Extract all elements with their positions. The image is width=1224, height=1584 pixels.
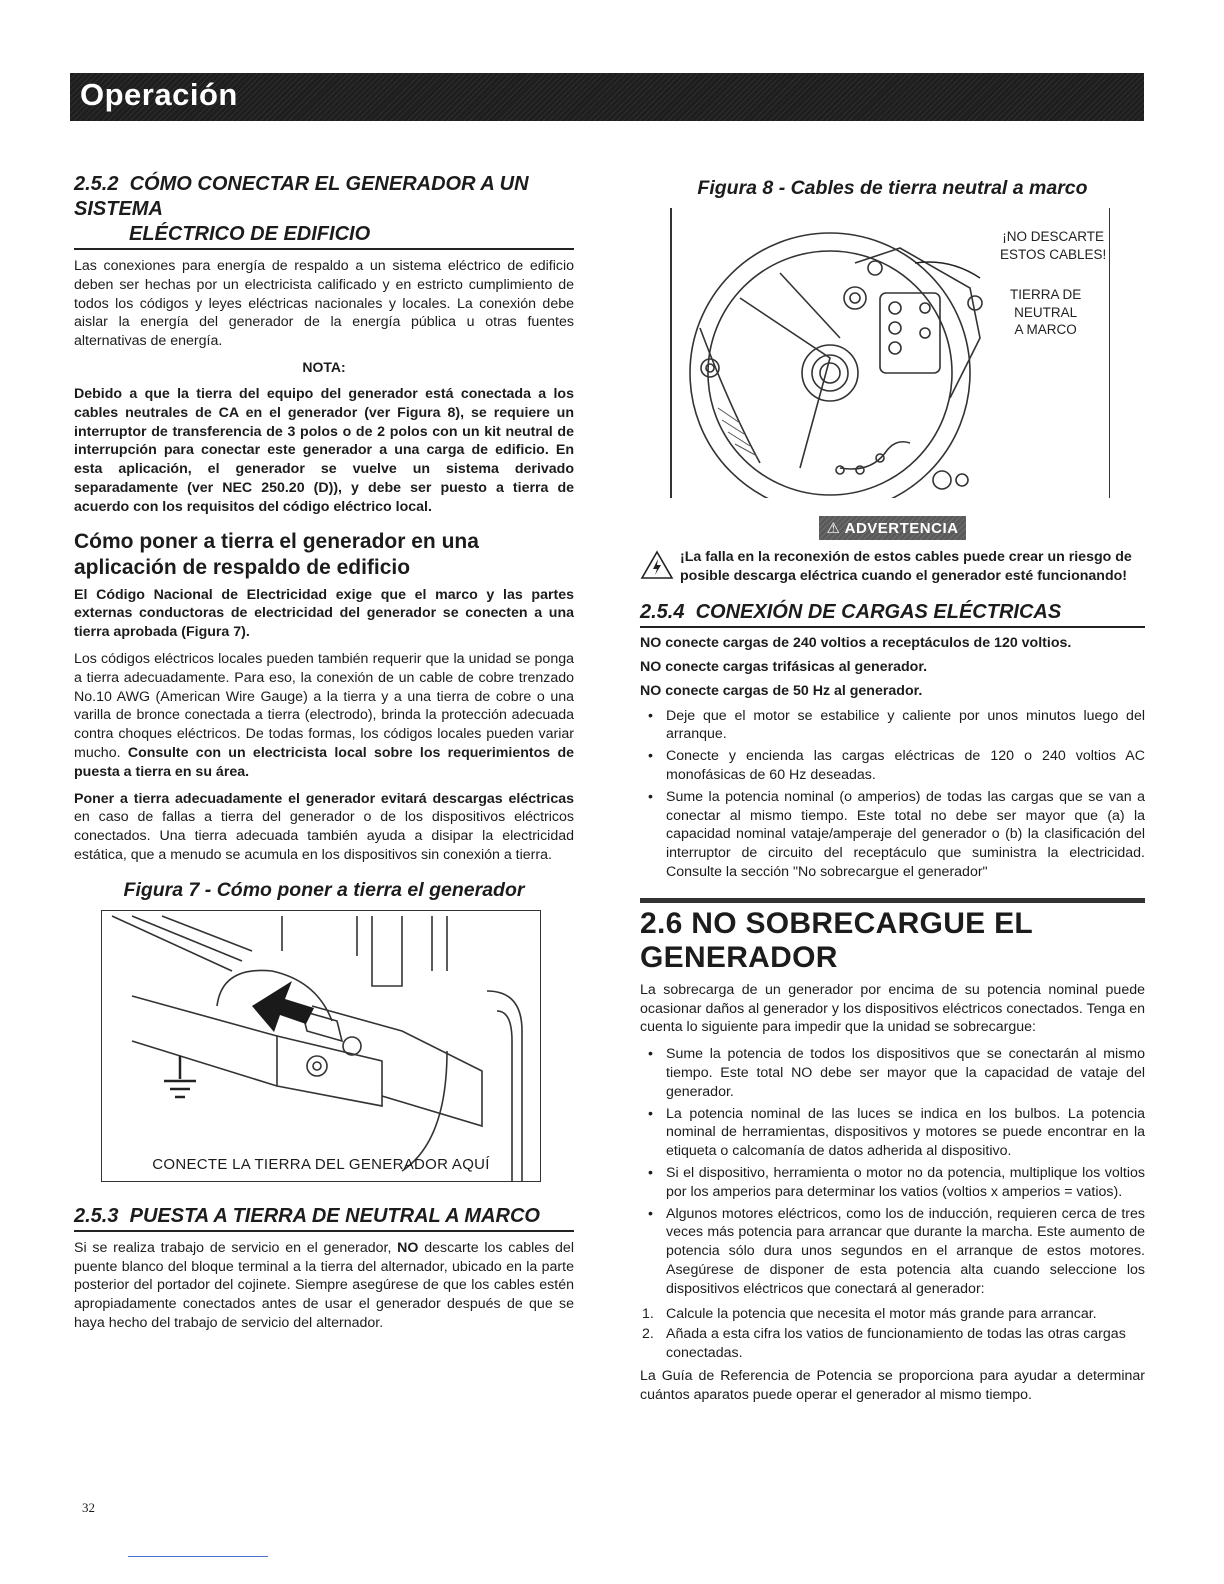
paragraph (74, 650, 574, 782)
list-item (640, 1305, 1145, 1324)
rule-line: NO conecte cargas de 50 Hz al generador. (640, 682, 923, 699)
list-item: • Deje que el motor se estabilice y caliente por unos minutos luego del arranque. (640, 707, 1145, 745)
figure-border (670, 208, 672, 498)
section-2-5-2-heading (74, 172, 574, 250)
label-line: ¡NO DESCARTE (1002, 229, 1105, 244)
section-title-line1: CÓMO CONECTAR EL GENERADOR A UN SISTEMA (74, 173, 529, 220)
bullet-list (640, 707, 1145, 882)
figure-8 (670, 208, 1110, 498)
list-item (640, 1325, 1145, 1363)
numbered-list (640, 1305, 1145, 1363)
figure-8-label (1010, 286, 1081, 339)
paragraph: La Guía de Referencia de Potencia se proporciona para ayudar a determinar cuántos aparatos puede operar el generador al mismo tiempo. (640, 1367, 1145, 1403)
section-2-5-4-heading (640, 600, 1145, 628)
paragraph: Las conexiones para energía de respaldo a un sistema eléctrico de edificio deben ser hechas por un electricista calificado y en estricto cumplimiento de todos los códigos y leyes eléctricas nacionales y locales. La conexión debe aislar la energía del generador de la energía pública u otras fuentes alternativas de energía. (74, 258, 574, 350)
list-text: Añada a esta cifra los vatios de funcionamiento de todas las otras cargas conectadas. (666, 1326, 1126, 1362)
figure-8-caption: Figura 8 - Cables de tierra neutral a marco (697, 177, 1088, 199)
warning-badge-label: ADVERTENCIA (844, 520, 959, 537)
warning-text: ¡La falla en la reconexión de estos cables puede crear un riesgo de posible descarga eléctrica cuando el generador esté funcionando! (680, 549, 1132, 584)
label-line: A MARCO (1014, 322, 1077, 337)
paragraph-text: Los códigos eléctricos locales pueden también requerir que la unidad se ponga a tierra adecuadamente. Para eso, la conexión de un cable de cobre trenzado No.10 AWG (American Wire Gauge) a la tierra y a una tierra de cobre o una varilla de bronce conectada a tierra (electrodo), brinda la protección adecuada contra choques eléctricos. De todas formas, los códigos locales pueden variar mucho. (74, 650, 574, 761)
warning-badge-wrap (640, 516, 1145, 540)
note-text: Debido a que la tierra del equipo del generador está conectada a los cables neutrales de CA en el generador (ver Figura 8), se requiere un interruptor de transferencia de 3 polos o de 2 polos con un kit neutral de interrupción para conectar este generador a una carga de edificio. En esta aplicación, el generador se vuelve un sistema derivado separadamente (ver NEC 250.20 (D)), y debe ser puesto a tierra de acuerdo con los requisitos del código eléctrico local. (74, 385, 574, 515)
figure-7 (101, 910, 541, 1182)
right-column (640, 172, 1145, 1413)
paragraph (74, 1239, 574, 1333)
paragraph-text: Si se realiza trabajo de servicio en el generador, (74, 1239, 392, 1256)
grounding-heading: Cómo poner a tierra el generador en una aplicación de respaldo de edificio (74, 529, 479, 579)
section-banner (70, 73, 1144, 121)
list-number: 1. (642, 1305, 654, 1322)
figure-7-caption: Figura 7 - Cómo poner a tierra el generador (123, 878, 525, 901)
label-line: TIERRA DE (1010, 287, 1082, 302)
section-title: PUESTA A TIERRA DE NEUTRAL A MARCO (129, 1204, 540, 1227)
figure-8-label (1000, 228, 1106, 263)
rule-line: NO conecte cargas de 240 voltios a receptáculos de 120 voltios. (640, 634, 1072, 651)
electric-hazard-icon (640, 550, 674, 580)
list-item: • Si el dispositivo, herramienta o motor no da potencia, multiplique los voltios por los amperios para determinar los vatios (voltios x amperios = vatios). (640, 1164, 1145, 1202)
rule-line: NO conecte cargas trifásicas al generador. (640, 658, 928, 675)
paragraph-bold: El Código Nacional de Electricidad exige que el marco y las partes externas conductoras de electricidad del generador se conecten a una tierra aprobada (Figura 7). (74, 586, 574, 641)
note-label: NOTA: (302, 358, 346, 375)
warning-badge (819, 516, 967, 540)
label-line: NEUTRAL (1014, 304, 1078, 320)
section-title-line2: ELÉCTRICO DE EDIFICIO (129, 223, 371, 245)
list-item: • Algunos motores eléctricos, como los de inducción, requieren cerca de tres veces más potencia para arrancar que durante la marcha. Este aumento de potencia sólo dura unos segundos en el arranque de estos motores. Asegúrese de disponer de esta potencia alta cuando seleccione los dispositivos eléctricos que conectará al generador: (640, 1205, 1145, 1299)
warning-triangle-icon: ⚠ (826, 520, 841, 537)
list-item: • La potencia nominal de las luces se indica en los bulbos. La potencia nominal de herramientas, dispositivos y motores se puede encontrar en la etiqueta o calcomanía de datos adherida al dispositivo. (640, 1105, 1145, 1161)
paragraph-emphasis: NO (397, 1239, 419, 1256)
paragraph (74, 790, 574, 865)
list-item: • Conecte y encienda las cargas eléctricas de 120 o 240 voltios AC monofásicas de 60 Hz deseadas. (640, 747, 1145, 785)
list-item: • Sume la potencia nominal (o amperios) de todas las cargas que se van a conectar al mismo tiempo. Este total no debe ser mayor que (a) la capacidad nominal vataje/amperaje del generador o (b) la clasificación del interruptor de circuito del receptáculo que suministra la electricidad. Consulte la sección "No sobrecargue el generador" (640, 788, 1145, 882)
paragraph-text: descarte los cables del puente blanco del bloque terminal a la tierra del alternador, ubicado en la parte posterior del portador del cojinete. Siempre asegúrese de que los cables estén apropiadamente conectados antes de usar el generador después de que se haya hecho del trabajo de servicio del alternador. (74, 1239, 574, 1331)
paragraph-text: en caso de fallas a tierra del generador o de los dispositivos eléctricos conectados. Una tierra adecuada también ayuda a disipar la electricidad estática, que a menudo se acumula en los dispositivos sin conexión a tierra. (74, 809, 574, 863)
list-text: Calcule la potencia que necesita el motor más grande para arrancar. (666, 1305, 1097, 1322)
section-number: 2.5.2 (74, 173, 119, 195)
figure-border (1109, 208, 1111, 498)
warning-message (640, 548, 1145, 586)
list-number: 2. (642, 1326, 654, 1343)
footer-rule (128, 1556, 268, 1557)
alternator-illustration (680, 208, 1010, 498)
section-2-6-heading: 2.6 NO SOBRECARGUE EL GENERADOR (640, 898, 1145, 975)
section-number: 2.5.4 (640, 600, 685, 623)
section-2-5-3-heading (74, 1204, 574, 1232)
paragraph: La sobrecarga de un generador por encima de su potencia nominal puede ocasionar daños al generador y los dispositivos eléctricos conectados. Tenga en cuenta lo siguiente para impedir que la unidad se sobrecargue: (640, 981, 1145, 1036)
bullet-list (640, 1045, 1145, 1298)
paragraph-emphasis: Consulte con un electricista local sobre los requerimientos de puesta a tierra en su área. (74, 744, 574, 780)
page-number: 32 (82, 1500, 95, 1515)
figure-7-label: CONECTE LA TIERRA DEL GENERADOR AQUÍ (152, 1155, 490, 1173)
section-title: CONEXIÓN DE CARGAS ELÉCTRICAS (695, 600, 1062, 623)
label-line: ESTOS CABLES! (1000, 246, 1107, 262)
paragraph-emphasis: Poner a tierra adecuadamente el generador evitará descargas eléctricas (74, 790, 574, 807)
section-number: 2.5.3 (74, 1204, 119, 1227)
left-column (74, 172, 574, 1341)
list-item: • Sume la potencia de todos los dispositivos que se conectarán al mismo tiempo. Este total NO debe ser mayor que la capacidad de vataje del generador. (640, 1045, 1145, 1101)
grounding-illustration (102, 911, 540, 1181)
page-title: Operación (80, 77, 238, 112)
